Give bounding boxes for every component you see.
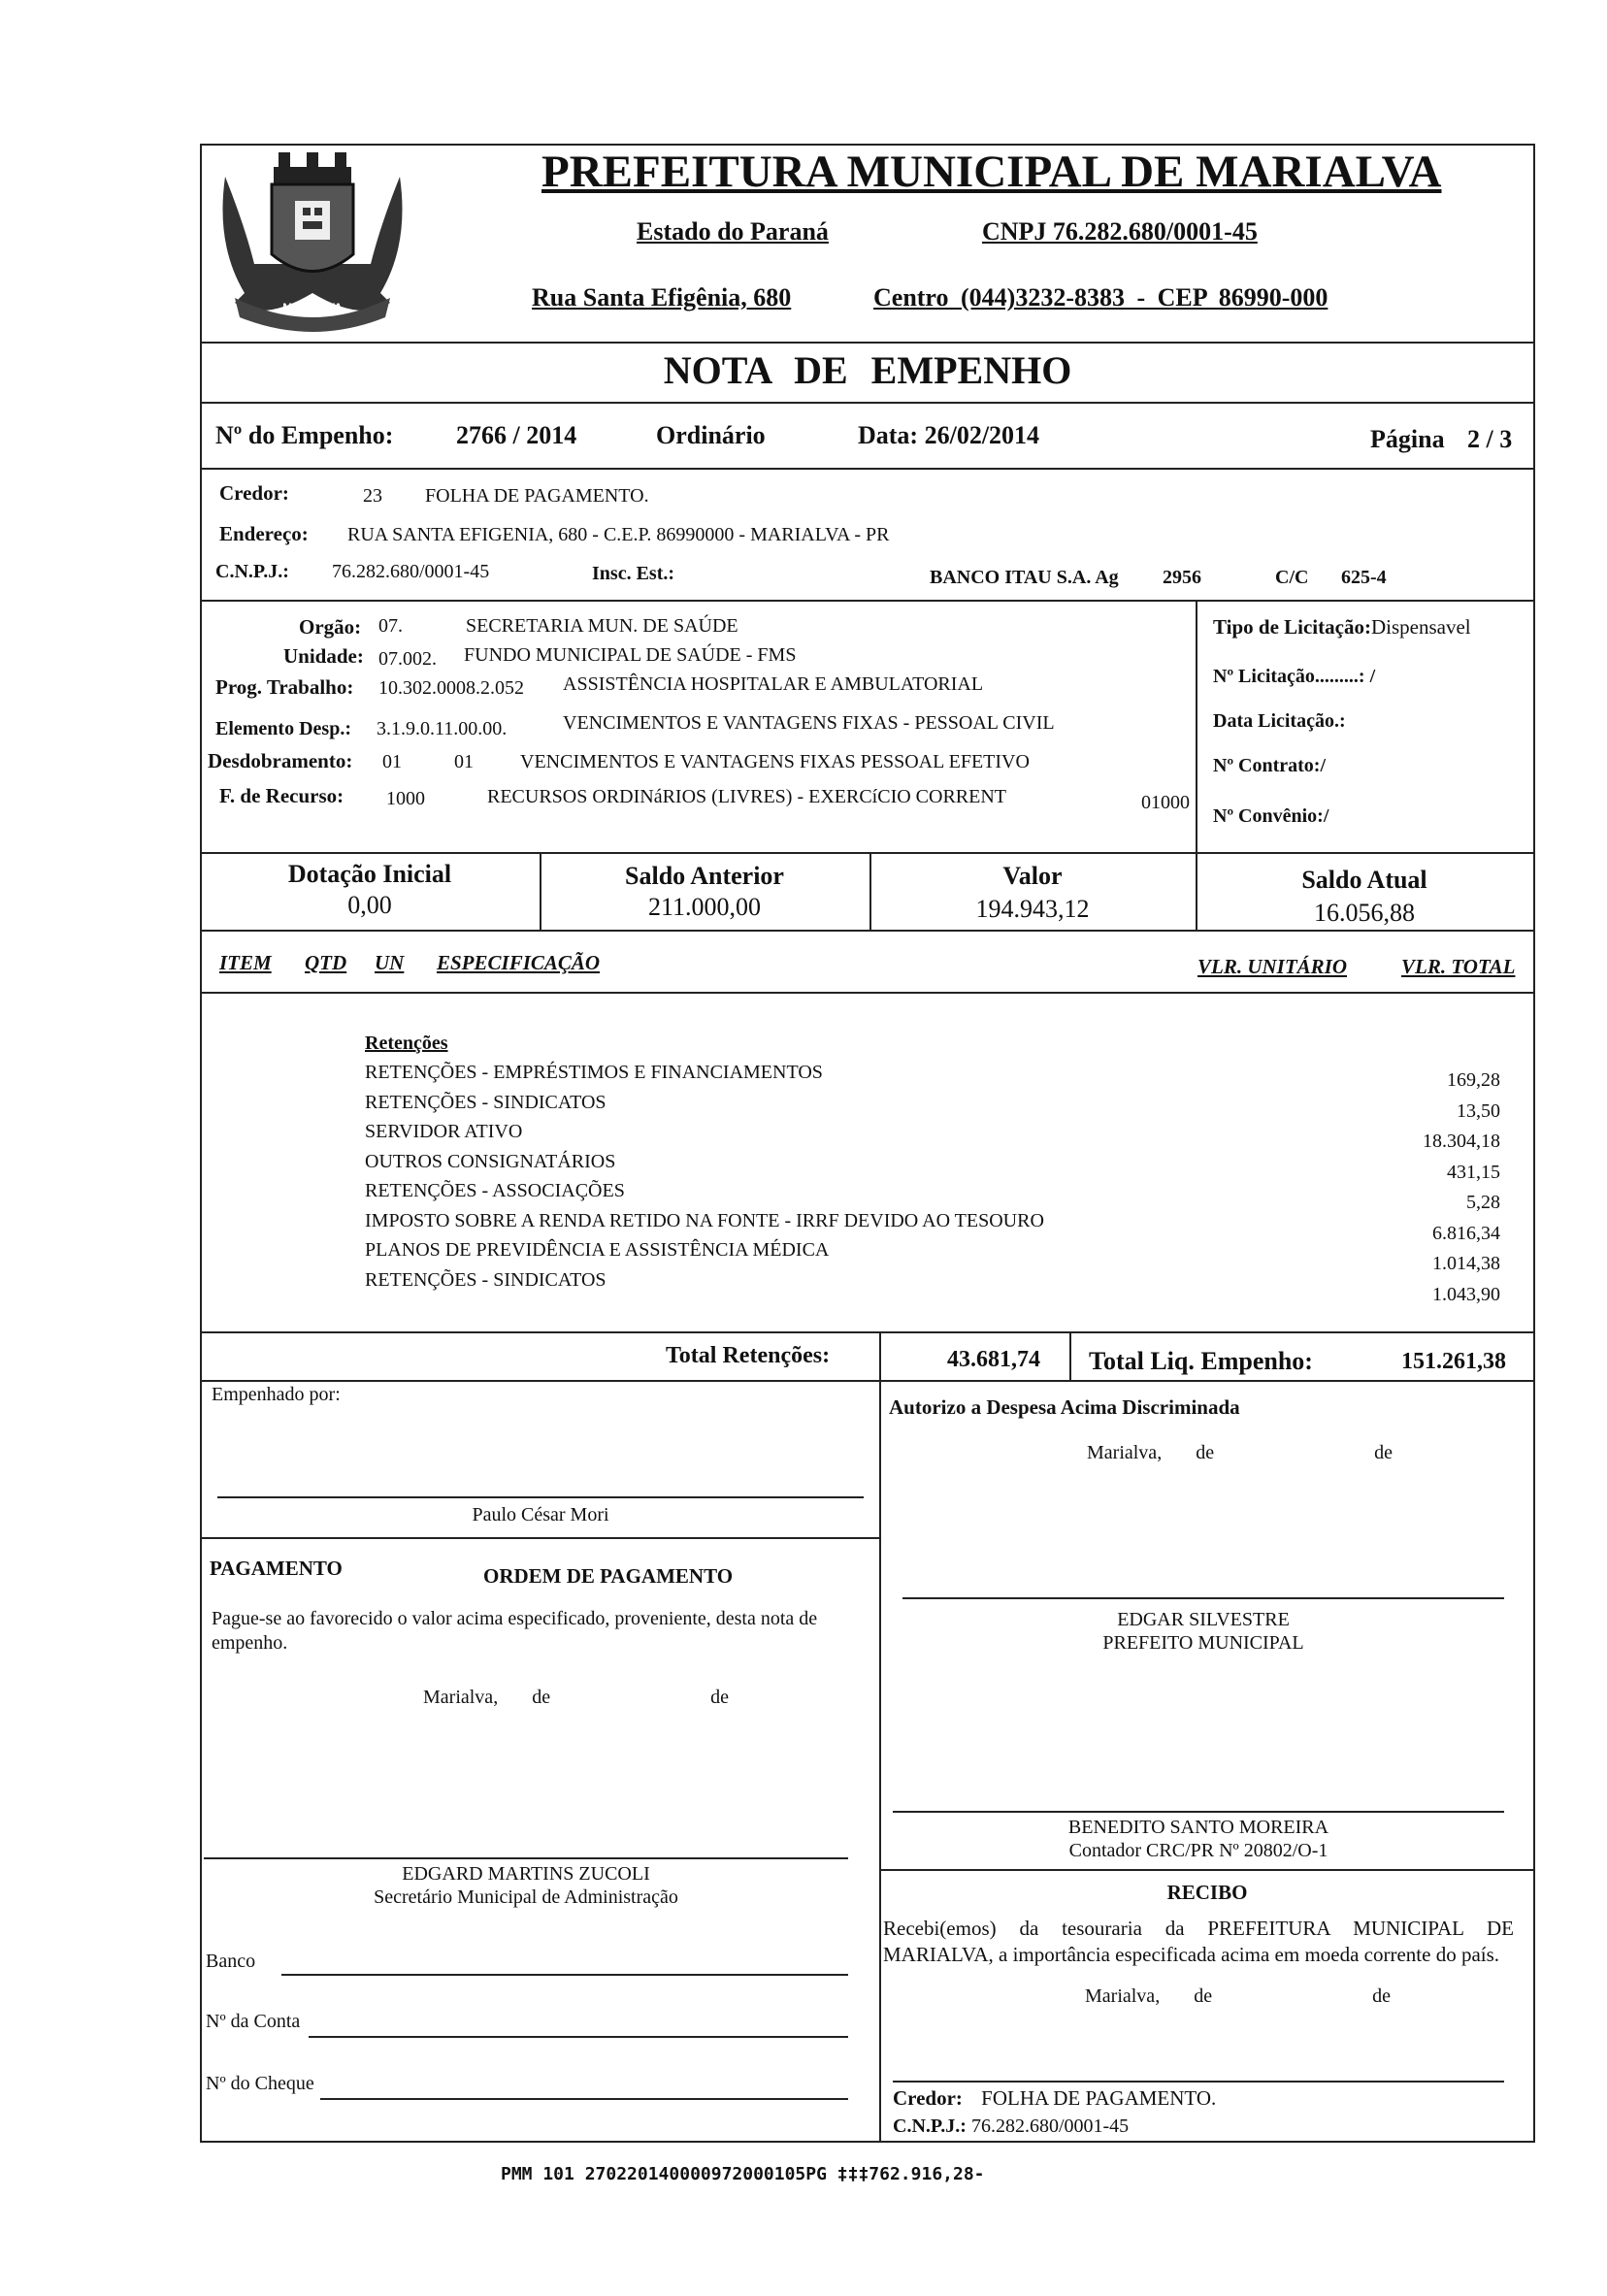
page-label: Página xyxy=(1370,425,1445,453)
elemento-label: Elemento Desp.: xyxy=(215,718,351,739)
licitacao-divider xyxy=(1196,600,1197,854)
credor-cnpj: 76.282.680/0001-45 xyxy=(332,561,490,582)
autorizo-text: Autorizo a Despesa Acima Discriminada xyxy=(889,1395,1240,1419)
signature-line xyxy=(893,2081,1504,2083)
recibo-cnpj xyxy=(893,2116,1129,2138)
retencao-desc: RETENÇÕES - SINDICATOS xyxy=(365,1268,607,1291)
empenhado-por-label: Empenhado por: xyxy=(212,1384,341,1405)
col-un: UN xyxy=(375,951,405,974)
total-retencoes-label: Total Retenções: xyxy=(666,1343,831,1368)
conta-label: Nº da Conta xyxy=(206,2011,301,2032)
recurso-name: RECURSOS ORDINáRIOS (LIVRES) - EXERCíCIO CORRENT xyxy=(487,786,1007,807)
valor-label: Valor xyxy=(1002,862,1063,890)
unidade-code: 07.002. xyxy=(378,648,437,670)
prefeito-cargo: PREFEITO MUNICIPAL xyxy=(1102,1632,1304,1654)
divider xyxy=(200,402,1535,404)
saldo-atual-label: Saldo Atual xyxy=(1301,866,1427,894)
retencao-value: 169,28 xyxy=(1447,1069,1500,1091)
retencao-value: 431,15 xyxy=(1447,1161,1500,1183)
unidade-name: FUNDO MUNICIPAL DE SAÚDE - FMS xyxy=(464,644,797,666)
bank-agency: 2956 xyxy=(1163,567,1201,588)
retencao-value: 6.816,34 xyxy=(1432,1222,1500,1244)
pagamento-date xyxy=(423,1687,729,1709)
header-cnpj: CNPJ 76.282.680/0001-45 xyxy=(982,217,1258,246)
conta-line xyxy=(309,2036,848,2038)
frame-left xyxy=(200,144,202,2143)
pagamento-label: PAGAMENTO xyxy=(210,1557,343,1580)
saldo-anterior-label: Saldo Anterior xyxy=(625,862,784,890)
divider xyxy=(200,1380,1535,1382)
retencao-desc: PLANOS DE PREVIDÊNCIA E ASSISTÊNCIA MÉDICA xyxy=(365,1239,830,1261)
document-title: NOTA DE EMPENHO xyxy=(663,348,1072,392)
frame-bottom xyxy=(200,2141,1535,2143)
frame-right xyxy=(1533,144,1535,2143)
cc-number: 625-4 xyxy=(1341,567,1387,588)
credor-endereco: RUA SANTA EFIGENIA, 680 - C.E.P. 86990000 - MARIALVA - PR xyxy=(347,524,890,545)
divider xyxy=(200,342,1535,344)
elemento-name: VENCIMENTOS E VANTAGENS FIXAS - PESSOAL CIVIL xyxy=(563,712,1055,734)
col-qtd: QTD xyxy=(305,951,347,974)
credor-code: 23 xyxy=(363,485,382,507)
date-de: de xyxy=(1194,1985,1213,2007)
recurso-code: 1000 xyxy=(386,788,425,809)
orgao-label: Orgão: xyxy=(299,615,362,639)
address-rest: Centro (044)3232-8383 - CEP 86990-000 xyxy=(873,283,1328,312)
divider xyxy=(200,852,1535,854)
licitacao-contrato: Nº Contrato:/ xyxy=(1213,755,1327,776)
date-local: Marialva, xyxy=(423,1687,499,1708)
desdob-label: Desdobramento: xyxy=(208,749,353,772)
orgao-code: 07. xyxy=(378,615,403,637)
licitacao-data: Data Licitação.: xyxy=(1213,710,1346,732)
desdob-code1: 01 xyxy=(382,751,402,772)
retencoes-title: Retenções xyxy=(365,1033,448,1054)
contador-cargo: Contador CRC/PR Nº 20802/O-1 xyxy=(1068,1840,1328,1861)
credor-label: Credor: xyxy=(219,481,289,505)
page-number: 2 / 3 xyxy=(1467,425,1513,453)
seal-ribbon-text: MARIALVA xyxy=(282,301,343,314)
col-item: ITEM xyxy=(219,951,272,974)
desdob-code2: 01 xyxy=(454,751,474,772)
ordem-pagamento-label: ORDEM DE PAGAMENTO xyxy=(483,1564,734,1588)
retencao-value: 5,28 xyxy=(1466,1192,1500,1213)
dotacao-value: 0,00 xyxy=(347,891,392,919)
desdob-name: VENCIMENTOS E VANTAGENS FIXAS PESSOAL EFETIVO xyxy=(520,751,1030,772)
licitacao-numero: Nº Licitação.........: / xyxy=(1213,666,1376,687)
signature-line xyxy=(217,1496,864,1498)
date-de: de xyxy=(710,1687,729,1708)
cheque-label: Nº do Cheque xyxy=(206,2073,314,2094)
cheque-line xyxy=(320,2098,848,2100)
recibo-cnpj-label: C.N.P.J.: xyxy=(893,2116,967,2137)
prog-name: ASSISTÊNCIA HOSPITALAR E AMBULATORIAL xyxy=(563,673,984,695)
autorizo-date xyxy=(1087,1442,1393,1464)
prog-label: Prog. Trabalho: xyxy=(215,675,354,699)
divider xyxy=(200,930,1535,932)
retencao-desc: SERVIDOR ATIVO xyxy=(365,1121,523,1142)
retencao-desc: RETENÇÕES - SINDICATOS xyxy=(365,1091,607,1113)
divider xyxy=(200,468,1535,470)
retencao-value: 18.304,18 xyxy=(1423,1131,1500,1152)
divider xyxy=(200,1537,881,1539)
signature-divider xyxy=(879,1380,881,2143)
bank-name: BANCO ITAU S.A. Ag xyxy=(930,567,1119,588)
state-name: Estado do Paraná xyxy=(637,217,829,246)
divider xyxy=(200,1331,1535,1333)
endereco-label: Endereço: xyxy=(219,522,309,545)
credor-name: FOLHA DE PAGAMENTO. xyxy=(425,485,649,507)
empenho-label: Nº do Empenho: xyxy=(215,421,394,449)
divider xyxy=(200,992,1535,994)
insc-label: Insc. Est.: xyxy=(592,563,675,584)
licitacao-tipo-label: Tipo de Licitação: xyxy=(1213,615,1371,639)
empenhado-nome: Paulo César Mori xyxy=(472,1504,609,1525)
col-vlr-total: VLR. TOTAL xyxy=(1401,955,1516,978)
recibo-credor-label: Credor: xyxy=(893,2086,963,2110)
retencao-desc: OUTROS CONSIGNATÁRIOS xyxy=(365,1150,616,1172)
retencao-value: 1.014,38 xyxy=(1432,1253,1500,1274)
retencao-desc: RETENÇÕES - ASSOCIAÇÕES xyxy=(365,1180,625,1201)
total-divider xyxy=(879,1333,881,1382)
licitacao-tipo-value: Dispensavel xyxy=(1370,615,1471,639)
retencao-desc: RETENÇÕES - EMPRÉSTIMOS E FINANCIAMENTOS xyxy=(365,1062,823,1083)
total-liquido-value: 151.261,38 xyxy=(1401,1349,1506,1374)
footer-code: PMM 101 270220140000972000105PG ‡‡‡762.916,28- xyxy=(501,2164,985,2184)
saldo-anterior-value: 211.000,00 xyxy=(647,893,762,921)
signature-line xyxy=(893,1811,1504,1813)
banco-label: Banco xyxy=(206,1951,256,1972)
date-de: de xyxy=(1374,1442,1393,1463)
total-retencoes-value: 43.681,74 xyxy=(947,1347,1040,1372)
cc-label: C/C xyxy=(1275,567,1309,588)
date-de: de xyxy=(1372,1985,1391,2007)
recibo-cnpj-value: 76.282.680/0001-45 xyxy=(970,2116,1130,2137)
recibo-text: Recebi(emos) da tesouraria da PREFEITURA MUNICIPAL DE MARIALVA, a importância especificada acima em moeda corrente do país. xyxy=(883,1917,1514,1966)
secretario-cargo: Secretário Municipal de Administração xyxy=(374,1886,678,1908)
date-local: Marialva, xyxy=(1085,1985,1161,2007)
prefeito-nome: EDGAR SILVESTRE xyxy=(1117,1609,1290,1630)
date-local: Marialva, xyxy=(1087,1442,1163,1463)
banco-line xyxy=(281,1974,848,1976)
empenho-type: Ordinário xyxy=(656,421,766,449)
pague-se-text: Pague-se ao favorecido o valor acima especificado, proveniente, desta nota de empenho. xyxy=(212,1608,818,1654)
retencao-value: 13,50 xyxy=(1457,1099,1500,1122)
divider xyxy=(200,600,1535,602)
prog-code: 10.302.0008.2.052 xyxy=(378,677,524,699)
retencao-value: 1.043,90 xyxy=(1432,1283,1500,1305)
retencao-desc: IMPOSTO SOBRE A RENDA RETIDO NA FONTE - IRRF DEVIDO AO TESOURO xyxy=(365,1209,1044,1231)
coat-of-arms-seal xyxy=(206,148,419,342)
cnpj-label: C.N.P.J.: xyxy=(215,561,289,582)
municipality-title: PREFEITURA MUNICIPAL DE MARIALVA xyxy=(541,147,1442,197)
col-vlr-unitario: VLR. UNITÁRIO xyxy=(1197,955,1348,978)
unidade-label: Unidade: xyxy=(283,644,364,668)
licitacao-tipo xyxy=(1213,615,1471,640)
address-street: Rua Santa Efigênia, 680 xyxy=(532,283,792,312)
recibo-credor xyxy=(893,2086,1216,2111)
valor-value: 194.943,12 xyxy=(975,895,1090,923)
recibo-credor-nome: FOLHA DE PAGAMENTO. xyxy=(981,2086,1217,2110)
secretario-nome: EDGARD MARTINS ZUCOLI xyxy=(402,1863,650,1885)
recibo-date xyxy=(1085,1985,1391,2008)
recibo-title: RECIBO xyxy=(1166,1881,1248,1904)
elemento-code: 3.1.9.0.11.00.00. xyxy=(377,718,508,739)
signature-line xyxy=(902,1597,1504,1599)
date-de: de xyxy=(1196,1442,1215,1463)
empenho-number: 2766 / 2014 xyxy=(456,421,577,449)
recurso-label: F. de Recurso: xyxy=(219,784,344,807)
contador-nome: BENEDITO SANTO MOREIRA xyxy=(1067,1817,1329,1838)
licitacao-convenio: Nº Convênio:/ xyxy=(1213,805,1329,827)
recurso-code2: 01000 xyxy=(1141,792,1190,813)
col-especificacao: ESPECIFICAÇÃO xyxy=(437,951,601,974)
divider xyxy=(879,1869,1535,1871)
saldo-atual-value: 16.056,88 xyxy=(1314,899,1415,927)
signature-line xyxy=(204,1857,848,1859)
total-liquido-label: Total Liq. Empenho: xyxy=(1089,1347,1313,1375)
dotacao-label: Dotação Inicial xyxy=(287,860,452,888)
date-de: de xyxy=(532,1687,551,1708)
total-divider xyxy=(1069,1333,1071,1382)
orgao-name: SECRETARIA MUN. DE SAÚDE xyxy=(466,615,738,637)
empenho-date: Data: 26/02/2014 xyxy=(858,421,1040,449)
